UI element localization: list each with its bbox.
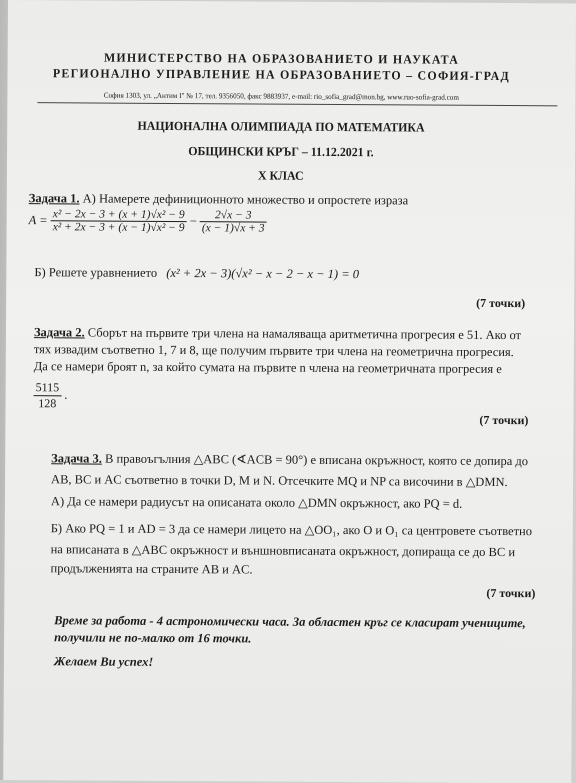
address-line: София 1303, ул. „Антим I" № 17, тел. 9356050, факс 9883937, e-mail: rio_sofia_grad@mon.bg, www.ruo-sofia-grad.com	[103, 90, 459, 102]
task2-fraction-line	[33, 380, 67, 411]
time-note-1: Време за работа - 4 астрономически часа. За областен кръг се класират учениците,	[54, 613, 526, 631]
good-luck-note: Желаем Ви успех!	[53, 654, 154, 669]
task2-line-3: Да се намери броят n, за който сумата на първите n члена на геометричната прогресия е	[33, 359, 502, 377]
regional-header: РЕГИОНАЛНО УПРАВЛЕНИЕ НА ОБРАЗОВАНИЕТО – СОФИЯ-ГРАД	[52, 66, 510, 84]
ministry-header: МИНИСТЕРСТВО НА ОБРАЗОВАНИЕТО И НАУКАТА	[103, 50, 460, 67]
time-note-2: получили не по-малко от 16 точки.	[54, 630, 252, 646]
task2-fraction-denominator: 128	[38, 396, 57, 411]
task3-part-a: А) Да се намери радиусът на описаната около △DMN окръжност, ако PQ = d.	[50, 494, 463, 511]
exam-title: НАЦИОНАЛНА ОЛИМПИАДА ПО МАТЕМАТИКА	[137, 118, 425, 135]
formula-minus: −	[189, 214, 197, 229]
task1-equation: (x² + 2x − 3)(√x² − x − 2 − x − 1) = 0	[166, 265, 360, 282]
task2-fraction	[33, 380, 61, 411]
fraction-1-numerator: x² − 2x − 3 + (x + 1)√x² − 9	[51, 208, 187, 222]
task1-formula	[29, 208, 267, 234]
task1-part-b	[34, 265, 359, 282]
formula-fraction-1	[51, 208, 187, 234]
header-divider	[37, 102, 557, 106]
task2-fraction-numerator: 5115	[34, 380, 62, 396]
task2-line-1	[34, 325, 521, 343]
task2-line-2: тях извадим съответно 1, 7 и 8, ще получим първите три члена на геометрична прогресия.	[33, 342, 514, 360]
task2-text-1: Сборът на първите три члена на намаляваща аритметична прогресия е 51. Ако от	[87, 325, 522, 343]
task3-part-b-3: продълженията на страните AB и AC.	[50, 561, 253, 577]
exam-grade: X КЛАС	[257, 168, 304, 183]
task2-points: (7 точки)	[479, 412, 529, 428]
task1-intro	[29, 191, 408, 208]
task3-line-2: AB, BC и AC съответно в точки D, M и N. Отсечките MQ и NP са височини в △DMN.	[51, 472, 508, 490]
fraction-2-denominator: (x − 1)√x + 3	[201, 222, 265, 235]
task3-line-1	[51, 450, 528, 469]
exam-round: ОБЩИНСКИ КРЪГ – 11.12.2021 г.	[188, 144, 374, 160]
task3-label: Задача 3.	[51, 451, 102, 466]
task1-part-b-text: Б) Решете уравнението	[34, 265, 158, 280]
formula-fraction-2	[200, 209, 267, 234]
task2-end: .	[64, 387, 68, 402]
fraction-2-numerator: 2√x − 3	[200, 209, 267, 222]
fraction-1-denominator: x² + 2x − 3 + (x − 1)√x² − 9	[52, 221, 185, 235]
task1-label: Задача 1.	[28, 191, 80, 206]
task1-part-a: А) Намерете дефиниционното множество и опростете израза	[82, 191, 409, 208]
task3-part-b-2: на вписаната в △ABC окръжност и външновписаната окръжност, допираща се до BC и	[50, 542, 516, 560]
task3-part-b-1: Б) Ако PQ = 1 и AD = 3 да се намери лицето на △OO₁, ако O и O₁ са центровете съответно	[50, 521, 533, 539]
task1-points: (7 точки)	[476, 295, 526, 311]
task3-points: (7 точки)	[486, 585, 536, 601]
exam-sheet	[3, 0, 576, 783]
task3-text-1: В правоъгълния △ABC (∢ACB = 90°) е вписана окръжност, която се допира до	[105, 451, 529, 469]
task2-label: Задача 2.	[33, 325, 85, 340]
formula-lhs: A =	[28, 213, 48, 228]
